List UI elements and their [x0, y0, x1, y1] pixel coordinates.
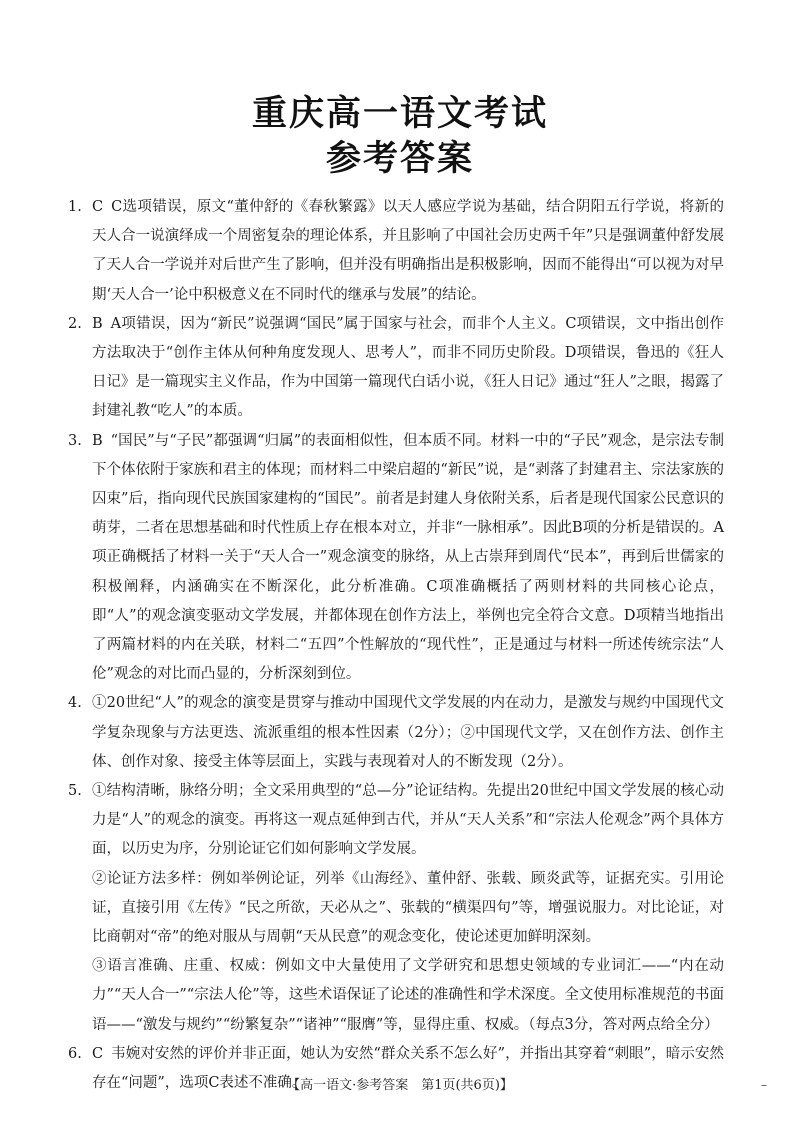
item-explanation-point-1: ①结构清晰，脉络分明；全文采用典型的“总—分”论证结构。先提出20世纪中国文学发展的核心动力是“人”的观念的演变。再将这一观点延伸到古代，并从“天人关系”和“宗法人伦观念”两个具体方面，以历史为序，分别论证它们如何影响文学发展。 — [92, 783, 724, 858]
item-explanation-point-2: ②论证方法多样：例如举例论证，列举《山海经》、董仲舒、张载、顾炎武等，证据充实。引用论证，直接引用《左传》“民之所欲，天必从之”、张载的“横渠四句”等，增强说服力。对比论证，对比商朝对“帝”的绝对服从与周朝“天从民意”的观念变化，使论述更加鲜明深刻。 — [92, 870, 724, 946]
item-number: 2. — [68, 315, 82, 332]
item-explanation: “国民”与“子民”都强调“归属”的表面相似性，但本质不同。材料一中的“子民”观念，是宗法专制下个体依附于家族和君主的体现；而材料二中梁启超的“新民”说，是“剥落了封建君主、宗法家族的囚束”后，指向现代民族国家建构的“国民”。前者是封建人身依附关系，后者是现代国家公民意识的萌芽，二者在思想基础和时代性质上存在根本对立，并非“一脉相承”。因此B项的分析是错误的。A项正确概括了材料一关于“天人合一”观念演变的脉络，从上古崇拜到周代“民本”，再到后世儒家的积极阐释，内涵确实在不断深化，此分析准确。C项准确概括了两则材料的共同核心论点，即“人”的观念演变驱动文学发展，并都体现在创作方法上，举例也完全符合文意。D项精当地指出了两篇材料的内在关联，材料二“五四”个性解放的“现代性”，正是通过与材料一所述传统宗法“人伦”观念的对比而凸显的，分析深刻到位。 — [92, 432, 724, 683]
item-number: 4. — [68, 695, 82, 712]
item-answer-letter: B — [92, 315, 103, 332]
item-answer-letter: C — [92, 1045, 104, 1062]
item-number: 6. — [68, 1045, 82, 1062]
answer-item-5 — [68, 777, 724, 865]
item-explanation: ①20世纪“人”的观念的演变是贯穿与推动中国现代文学发展的内在动力，是激发与规约中国现代文学复杂现象与方法更迭、流派重组的根本性因素（2分）；②中国现代文学，又在创作方法、创作主体、创作对象、接受主体等层面上，实践与表现着对人的不断发现（2分）。 — [92, 695, 724, 770]
answer-item-3 — [68, 427, 724, 690]
item-number: 3. — [68, 432, 82, 449]
item-explanation: C选项错误，原文“董仲舒的《春秋繁露》以天人感应学说为基础，结合阴阳五行学说，将新的天人合一说演绎成一个周密复杂的理论体系，并且影响了中国社会历史两千年”只是强调董仲舒发展了天人合一学说并对后世产生了影响，但并没有明确指出是积极影响，因而不能得出“可以视为对早期‘天人合一’论中积极意义在不同时代的继承与发展”的结论。 — [92, 199, 724, 303]
item-number: 1. — [68, 199, 82, 215]
page-title: 重庆高一语文考试 — [251, 94, 548, 134]
answer-item-2 — [68, 310, 724, 427]
page-footer: 【高一语文·参考答案 第1页(共6页)】 — [287, 1078, 513, 1093]
answer-item-1 — [68, 193, 724, 310]
answer-list — [68, 193, 724, 1098]
page-subtitle: 参考答案 — [325, 139, 474, 179]
footer-mark: – — [761, 1078, 767, 1092]
answer-item-4 — [68, 689, 724, 777]
item-answer-letter: B — [92, 432, 103, 449]
item-answer-letter: C — [92, 199, 104, 215]
item-number: 5. — [68, 783, 82, 800]
item-explanation: 韦婉对安然的评价并非正面，她认为安然“群众关系不怎么好”，并指出其穿着“刺眼”，暗示安然存在“问题”，选项C表述不准确。 — [92, 1045, 724, 1092]
item-explanation: A项错误，因为“新民”说强调“国民”属于国家与社会，而非个人主义。C项错误，文中指出创作方法取决于“创作主体从何种角度发现人、思考人”，而非不同历史阶段。D项错误，鲁迅的《狂人日记》是一篇现实主义作品，作为中国第一篇现代白话小说，《狂人日记》通过“狂人”之眼，揭露了封建礼教“吃人”的本质。 — [92, 315, 724, 420]
item-explanation-point-3: ③语言准确、庄重、权威：例如文中大量使用了文学研究和思想史领域的专业词汇——“内在动力”“天人合一”“宗法人伦”等，这些术语保证了论述的准确性和学术深度。全文使用标准规范的书面语——“激发与规约”“纷繁复杂”“诸神”“服膺”等，显得庄重、权威。（每点3分，答对两点给全分） — [92, 958, 724, 1033]
